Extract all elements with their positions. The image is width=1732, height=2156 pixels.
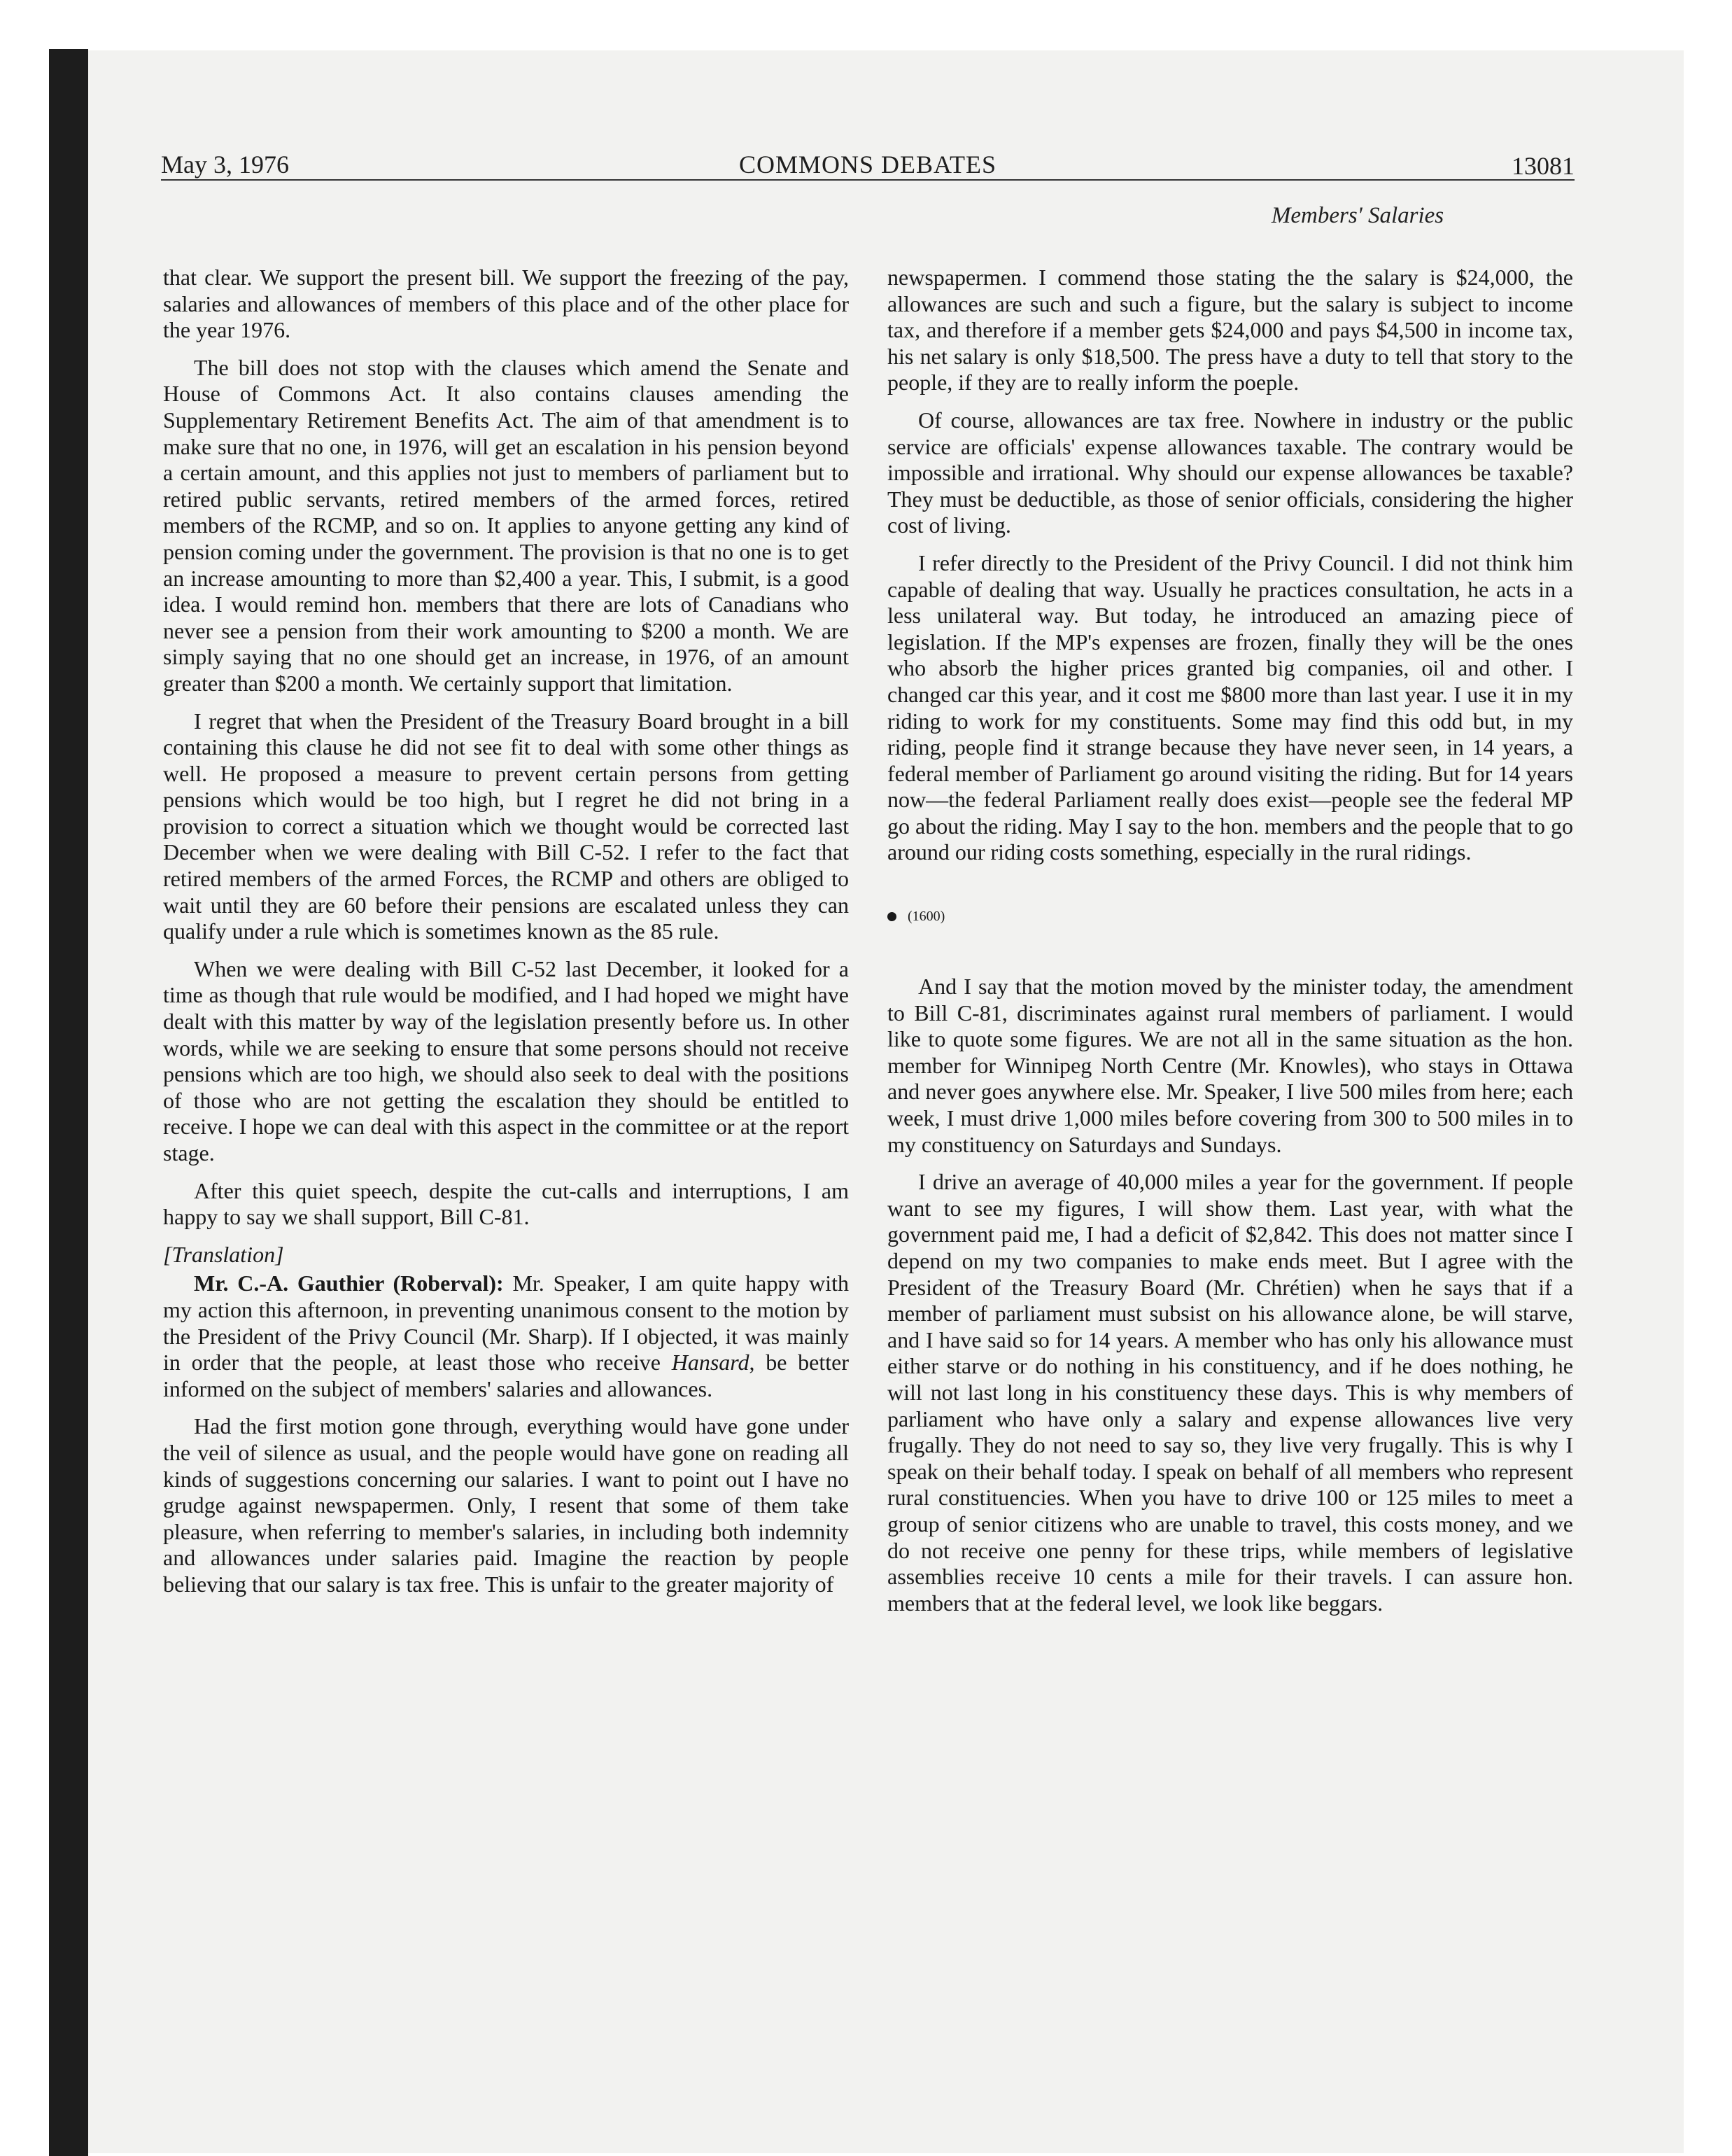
right-column — [887, 265, 1573, 1628]
header-title: COMMONS DEBATES — [738, 150, 997, 178]
paragraph: The bill does not stop with the clauses which amend the Senate and House of Commons Act. It also contains clauses amending the Supplementary Retirement Benefits Act. The aim of that amendment is to make sure that no one, in 1976, will get an escalation in his pension beyond a certain amount, and this applies not just to members of parliament but to retired public servants, retired members of the armed forces, retired members of the RCMP, and so on. It applies to anyone getting any kind of pension coming under the government. The provision is that no one is to get an increase amounting to more than $2,400 a year. This, I submit, is a good idea. I would remind hon. members that there are lots of Canadians who never see a pension from their work amounting to $200 a month. We are simply saying that no one should get an increase, in 1976, of an amount greater than $200 a month. We certainly support that limitation. — [163, 354, 849, 696]
section-title: Members' Salaries — [1271, 203, 1444, 228]
paragraph: After this quiet speech, despite the cut-calls and interruptions, I am happy to say we shall support, Bill C-81. — [163, 1177, 849, 1230]
speaker-paragraph — [163, 1270, 849, 1402]
hansard-reference: Hansard — [671, 1350, 749, 1376]
header-page-number: 13081 — [1512, 152, 1575, 180]
paragraph-text: Mr. Speaker, I am quite happy with my action this afternoon, in preventing unanimous consent to the motion by the President of the Privy Council (Mr. Sharp). If I objected, it was mainly in order that the people, at least those who receive — [163, 1270, 850, 1376]
paragraph: Had the first motion gone through, everything would have gone under the veil of silence as usual, and the people would have gone on reading all kinds of suggestions concerning our salaries. I want to point out I have no grudge against newspapermen. Only, I resent that some of them take pleasure, when referring to member's salaries, in including both indemnity and allowances under salaries paid. Imagine the reaction by people believing that our salary is tax free. This is unfair to the greater majority of — [163, 1413, 849, 1597]
left-column — [163, 265, 849, 1609]
paragraph: newspapermen. I commend those stating the the salary is $24,000, the allowances are such and such a figure, but the salary is subject to income tax, and therefore if a member gets $24,000 and pays $4,500 in income tax, his net salary is only $18,500. The press have a duty to tell that story to the people, if they are to really inform the poeple. — [887, 265, 1573, 396]
paragraph: Of course, allowances are tax free. Nowhere in industry or the public service are officials' expense allowances taxable. The contrary would be impossible and irrational. Why should our expense allowances be taxable? They must be deductible, as those of senior officials, considering the higher cost of living. — [887, 407, 1573, 538]
translation-tag: [Translation] — [163, 1241, 284, 1267]
time-marker — [887, 908, 1573, 925]
paragraph: I drive an average of 40,000 miles a year for the government. If people want to see my figures, I will show them. Last year, with what the government paid me, I had a deficit of $2,842. This does not matter since I depend on my two companies to make ends meet. But I agree with the President of the Treasury Board (Mr. Chrétien) when he says that if a member of parliament must subsist on his allowance alone, be will starve, and I have said so for 14 years. A member who has only his allowance must either starve or do nothing in his constituency, and if he does nothing, he will not last long in his constituency these days. This is why members of parliament who have only a salary and expense allowances live very frugally. They do not need to say so, they live very frugally. This is why I speak on their behalf today. I speak on behalf of all members who represent rural constituencies. When you have to drive 100 or 125 miles to meet a group of senior citizens who are unable to travel, this costs money, and we do not receive one penny for these trips, while members of legislative assemblies receive 10 cents a mile for their travels. I can assure hon. members that at the federal level, we look like beggars. — [887, 1169, 1573, 1616]
paragraph-text: , be better informed on the subject of members' salaries and allowances. — [163, 1350, 850, 1401]
header-rule — [161, 179, 1575, 181]
paragraph: I refer directly to the President of the Privy Council. I did not think him capable of dealing that way. Usually he practices consultation, he acts in a less unilateral way. But today, he introduced an amazing piece of legislation. If the MP's expenses are frozen, finally they will be the ones who absorb the higher prices granted big companies, oil and other. I changed car this year, and it cost me $800 more than last year. I use it in my riding to work for my constituents. Some may find this odd but, in my riding, people find it strange because they have never seen, in 14 years, a federal member of Parliament go around visiting the riding. But for 14 years now—the federal Parliament really does exist—people see the federal MP go about the riding. May I say to the hon. members and the people that to go around our riding costs something, especially in the rural ridings. — [887, 550, 1573, 865]
paragraph: I regret that when the President of the Treasury Board brought in a bill containing this clause he did not see fit to deal with some other things as well. He proposed a measure to prevent certain persons from getting pensions which would be too high, but I regret he did not bring in a provision to correct a situation which we thought would be corrected last December when we were dealing with Bill C-52. I refer to the fact that retired members of the armed Forces, the RCMP and others are obliged to wait until they are 60 before their pensions are escalated unless they can qualify under a rule which is sometimes known as the 85 rule. — [163, 708, 849, 944]
paragraph: And I say that the motion moved by the minister today, the amendment to Bill C-81, discriminates against rural members of parliament. I would like to quote some figures. We are not all in the same situation as the hon. member for Winnipeg North Centre (Mr. Knowles), who stays in Ottawa and never goes anywhere else. Mr. Speaker, I live 500 miles from here; each week, I must drive 1,000 miles before covering from 300 to 500 miles in to my constituency on Saturdays and Sundays. — [887, 974, 1573, 1157]
paragraph: that clear. We support the present bill. We support the freezing of the pay, salaries and allowances of members of this place and of the other place for the year 1976. — [163, 265, 849, 343]
bullet-icon — [887, 912, 896, 921]
paragraph: When we were dealing with Bill C-52 last December, it looked for a time as though that rule would be modified, and I had hoped we might have dealt with this matter by way of the legislation presently before us. In other words, while we are seeking to ensure that some persons should not receive pensions which are too high, we should also seek to deal with the positions of those who are not getting the escalation they should be entitled to receive. I hope we can deal with this aspect in the committee or at the report stage. — [163, 955, 849, 1166]
speaker-name: Mr. C.-A. Gauthier (Roberval): — [194, 1270, 504, 1296]
time-marker-text: (1600) — [908, 909, 945, 925]
scan-binding-edge — [49, 49, 88, 2156]
header-date: May 3, 1976 — [161, 150, 289, 178]
